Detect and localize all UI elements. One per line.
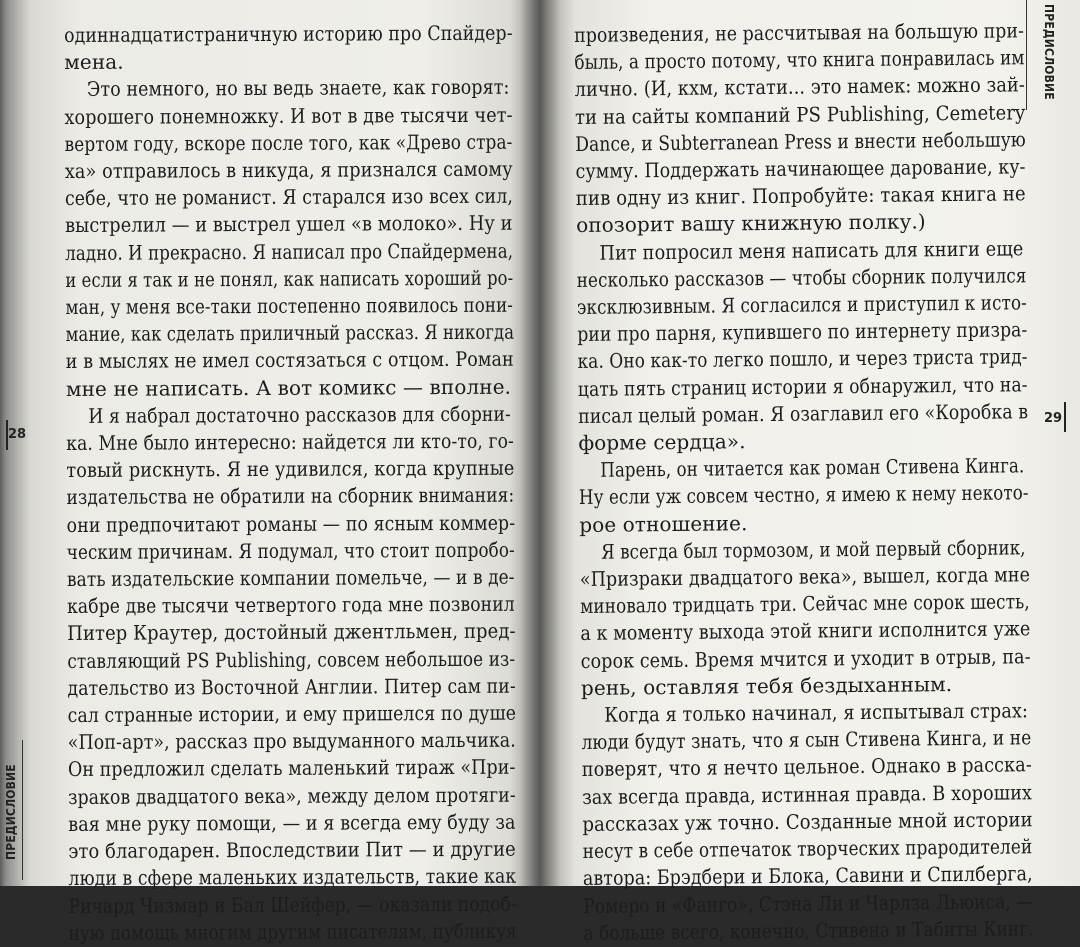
text-line: одиннадцатистраничную историю про Спайдер- bbox=[64, 20, 513, 47]
text-line: и если я так и не понял, как написать хороший ро- bbox=[65, 265, 514, 292]
right-running-head: ПРЕДИСЛОВИЕ bbox=[1042, 4, 1056, 100]
text-line: «Поп-арт», рассказ про выдуманного мальчика. bbox=[67, 727, 516, 755]
text-line: цать пять страниц истории я обнаружил, что на- bbox=[577, 371, 1028, 401]
text-line: кабре две тысячи четвертого года мне позвонил bbox=[66, 591, 515, 619]
text-line: опозорит вашу книжную полку.) bbox=[576, 209, 926, 238]
text-line: ладно. И прекрасно. Я написал про Спайдермена, bbox=[65, 238, 514, 265]
text-line: рии про парня, купившего по интернету призра- bbox=[577, 317, 1028, 347]
text-line: это благодарен. Впоследствии Пит — и другие bbox=[68, 836, 516, 864]
text-line: рень, оставляя тебя бездыханным. bbox=[580, 671, 953, 700]
text-line: Он предложил сделать маленький тираж «При- bbox=[67, 755, 516, 782]
text-line: Ну если уж совсем честно, я имею к нему некото- bbox=[578, 480, 1029, 510]
text-line: писал целый роман. Я озаглавил его «Коробка в bbox=[577, 399, 1029, 428]
text-line: «Призраки двадцатого века», вышел, когда мне bbox=[579, 562, 1031, 592]
text-line: люди в сфере маленьких издательств, такие как bbox=[68, 863, 517, 891]
text-line: мне не написать. А вот комикс — вполне. bbox=[65, 374, 512, 401]
text-line: вертом году, вскоре после того, как «Древо стра- bbox=[64, 129, 513, 156]
text-line: хорошего понемножку. И вот в две тысячи чет- bbox=[64, 102, 513, 129]
text-line: себе, что не романист. Я старался изо всех сил, bbox=[64, 183, 514, 211]
right-running-head-rule bbox=[1026, 0, 1027, 110]
text-line: эксклюзивным. Я согласился и приступил к исто- bbox=[576, 290, 1027, 320]
text-line: ческим причинам. Я подумал, что стоит попробо- bbox=[66, 537, 515, 564]
text-line: быль, а просто потому, что книга понравилась им bbox=[574, 45, 1025, 75]
text-line: рассказах уж точно. Созданные мной истории bbox=[582, 807, 1033, 836]
text-line: дательство из Восточной Англии. Питер сам пи- bbox=[67, 673, 516, 700]
text-line: люди будут знать, что я сын Стивена Кинга, и не bbox=[581, 725, 1032, 755]
text-line: зраков двадцатого века», между делом протяги- bbox=[67, 782, 516, 809]
text-line: произведения, не рассчитывая на большую при- bbox=[574, 18, 1025, 47]
text-line: Dance, и Subterranean Press и внести небольшую bbox=[575, 127, 1026, 156]
text-line: Это немного, но вы ведь знаете, как говорят: bbox=[86, 75, 510, 102]
text-line: пив одну из книг. Попробуйте: такая книга не bbox=[575, 181, 1026, 211]
text-line: вая мне руку помощи, — и я всегда ему буду за bbox=[68, 809, 516, 836]
text-line: несут в себе отпечаток творческих прародителей bbox=[582, 834, 1033, 864]
text-line: Я всегда был тормозом, и мой первый сборник, bbox=[601, 535, 1026, 564]
text-line: вать издательские компании помельче, — и в де- bbox=[66, 564, 515, 592]
text-line: они предпочитают романы — по ясным коммер- bbox=[66, 510, 516, 537]
text-line: ную помощь многим другим писателям, публикуя bbox=[68, 918, 517, 945]
text-line: несколько рассказов — чтобы сборник получился bbox=[576, 263, 1027, 292]
text-line: автора: Брэдбери и Блока, Савини и Спилберга, bbox=[582, 861, 1033, 891]
text-line: товый рискнуть. Я не удивился, когда крупные bbox=[66, 455, 515, 483]
text-line: форме сердца». bbox=[578, 429, 746, 456]
text-line: ман, у меня все-таки постепенно появилось пони- bbox=[65, 292, 514, 320]
gutter-shadow bbox=[520, 0, 560, 886]
text-line: Парень, он читается как роман Стивена Кинга. bbox=[600, 453, 1025, 482]
text-line: И я набрал достаточно рассказов для сборни- bbox=[88, 401, 511, 428]
text-line: поверят, что я нечто цельное. Однако в расска- bbox=[581, 752, 1032, 782]
text-line: сал странные истории, и ему пришелся по душе bbox=[67, 700, 517, 728]
text-line: миновало тридцать три. Сейчас мне сорок шесть, bbox=[579, 589, 1030, 619]
text-line: сорок семь. Время мчится и уходит в отрыв, па- bbox=[580, 643, 1031, 673]
right-page-text bbox=[574, 17, 1034, 947]
text-line: и в мыслях не имел состязаться с отцом. Роман bbox=[65, 347, 514, 374]
text-line: рое отношение. bbox=[579, 510, 748, 537]
text-line: а больше всего, конечно, Стивена и Табиты Кинг. bbox=[583, 915, 1034, 945]
right-page-number: 29 bbox=[1044, 411, 1063, 426]
text-line: лично. (И, кхм, кстати... это намек: можно зай- bbox=[574, 72, 1026, 102]
text-line: выстрелил — и выстрел ушел «в молоко». Ну и bbox=[65, 211, 513, 238]
right-folio-bar bbox=[1064, 402, 1066, 432]
text-line: Когда я только начинал, я испытывал страх: bbox=[604, 698, 1029, 727]
left-running-head-rule bbox=[22, 740, 23, 880]
text-line: издательства не обратили на сборник внимания: bbox=[66, 483, 515, 510]
text-line: а к моменту выхода этой книги исполнится уже bbox=[580, 616, 1031, 646]
left-page-text bbox=[64, 20, 517, 947]
text-line: ка. Мне было интересно: найдется ли кто-то, го- bbox=[66, 428, 514, 456]
left-page-number: 28 bbox=[8, 427, 27, 442]
text-line: мание, как сделать приличный рассказ. Я никогда bbox=[65, 319, 515, 347]
text-line: ха» отправилось в никуда, я признался самому bbox=[64, 156, 513, 184]
text-line: Ричард Чизмар и Бал Шейфер, — оказали подоб- bbox=[68, 891, 517, 918]
text-line: ти на сайты компаний PS Publishing, Cemetery bbox=[574, 99, 1026, 129]
text-line: Питер Краутер, достойный джентльмен, пред- bbox=[67, 619, 516, 646]
text-line: сумму. Поддержать начинающее дарование, ку- bbox=[575, 154, 1026, 184]
left-running-head: ПРЕДИСЛОВИЕ bbox=[4, 764, 18, 860]
text-line: зах всегда правда, истинная правда. В хороших bbox=[581, 779, 1033, 809]
text-line: Ромеро и «Фанго», Стэна Ли и Чарлза Льюиса, — bbox=[583, 888, 1034, 918]
text-line: ставляющий PS Publishing, совсем небольшое из- bbox=[67, 646, 516, 673]
text-line: Пит попросил меня написать для книги еще bbox=[599, 235, 1024, 265]
text-line: мена. bbox=[64, 49, 124, 75]
text-line: ка. Оно как-то легко пошло, и через триста трид- bbox=[577, 344, 1028, 374]
